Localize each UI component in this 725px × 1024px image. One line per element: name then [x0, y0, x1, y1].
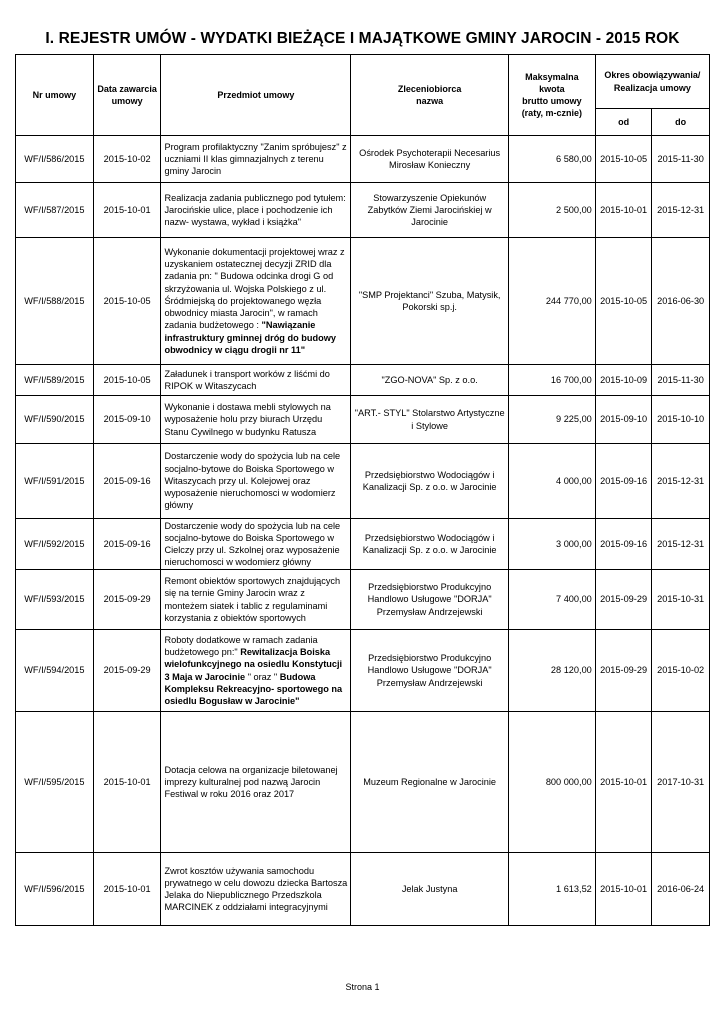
przedmiot-text: " oraz " [245, 671, 280, 682]
cell-nr: WF/I/589/2015 [16, 365, 94, 396]
cell-od: 2015-10-09 [595, 365, 652, 396]
cell-od: 2015-10-01 [595, 712, 652, 853]
cell-zleceniobiorca: Jelak Justyna [351, 853, 509, 926]
table-row [16, 183, 710, 238]
cell-data: 2015-09-29 [93, 570, 161, 630]
header-nr-umowy: Nr umowy [16, 55, 94, 136]
table-row [16, 712, 710, 853]
cell-nr: WF/I/590/2015 [16, 396, 94, 444]
header-do: do [652, 109, 710, 136]
przedmiot-text: Wykonanie dokumentacji projektowej wraz z uzyskaniem ostatecznej decyzji ZRID dla zadania pn: " Budowa odcinka drogi G od skrzyżowania ul. Wojska Polskiego z ul. Śródmiejską do projektowanego węzła obwodnicy miasta Jarocin", w ramach zadania budżetowego : [164, 247, 345, 331]
cell-nr: WF/I/588/2015 [16, 238, 94, 365]
table-row [16, 365, 710, 396]
table-row [16, 853, 710, 926]
cell-kwota: 1 613,52 [508, 853, 595, 926]
cell-kwota: 9 225,00 [508, 396, 595, 444]
cell-od: 2015-10-01 [595, 183, 652, 238]
cell-data: 2015-10-01 [93, 853, 161, 926]
cell-przedmiot: Remont obiektów sportowych znajdujących się na ternie Gminy Jarocin wraz z monteżem siatek i tablic z regulaminami korzystania z obiektów sportowych [161, 570, 351, 630]
cell-zleceniobiorca: Stowarzyszenie Opiekunów Zabytków Ziemi Jarocińskiej w Jarocinie [351, 183, 509, 238]
cell-data: 2015-10-05 [93, 365, 161, 396]
cell-przedmiot: Wykonanie i dostawa mebli stylowych na wyposażenie holu przy biurach Urzędu Stanu Cywilnego w budynku Ratusza [161, 396, 351, 444]
cell-kwota: 4 000,00 [508, 444, 595, 519]
cell-przedmiot: Zwrot kosztów używania samochodu prywatnego w celu dowozu dziecka Bartosza Jelaka do Niepublicznego Przedszkola MARCINEK z oddziałami integracyjnymi [161, 853, 351, 926]
cell-nr: WF/I/587/2015 [16, 183, 94, 238]
cell-data: 2015-10-01 [93, 712, 161, 853]
cell-kwota: 6 580,00 [508, 136, 595, 183]
cell-nr: WF/I/592/2015 [16, 519, 94, 570]
table-row [16, 396, 710, 444]
cell-przedmiot: Dostarczenie wody do spożycia lub na cele socjalno-bytowe do Boiska Sportowego w Witaszycach przy ul. Kolejowej oraz wyposażenie nieruchomosci w wodomierz główny [161, 444, 351, 519]
header-okres [595, 55, 709, 109]
header-data-zawarcia: Data zawarcia umowy [93, 55, 161, 136]
header-okres-l1: Okres obowiązywania/ [604, 70, 701, 81]
cell-od: 2015-10-05 [595, 136, 652, 183]
header-okres-l2: Realizacja umowy [613, 82, 691, 93]
cell-do: 2016-06-24 [652, 853, 710, 926]
cell-przedmiot [161, 238, 351, 365]
cell-do: 2015-10-31 [652, 570, 710, 630]
cell-nr: WF/I/595/2015 [16, 712, 94, 853]
cell-zleceniobiorca: "ART.- STYL" Stolarstwo Artystyczne i Stylowe [351, 396, 509, 444]
header-kwota-l3: (raty, m-cznie) [521, 108, 583, 119]
cell-kwota: 28 120,00 [508, 630, 595, 712]
table-row [16, 519, 710, 570]
cell-do: 2017-10-31 [652, 712, 710, 853]
cell-data: 2015-09-16 [93, 519, 161, 570]
cell-zleceniobiorca: Przedsiębiorstwo Produkcyjno Handlowo Usługowe "DORJA" Przemysław Andrzejewski [351, 630, 509, 712]
cell-do: 2016-06-30 [652, 238, 710, 365]
header-zleceniobiorca-label: Zleceniobiorca [397, 83, 462, 94]
cell-przedmiot: Realizacja zadania publicznego pod tytułem: Jarocińskie ulice, place i pochodzenie ich nazw- wystawa, wykład i książka" [161, 183, 351, 238]
cell-do: 2015-11-30 [652, 136, 710, 183]
cell-data: 2015-09-10 [93, 396, 161, 444]
przedmiot-text: Roboty dodatkowe w ramach zadania budżetowego pn:" [164, 634, 318, 658]
page-number: Strona 1 [345, 982, 380, 992]
header-od: od [595, 109, 652, 136]
header-kwota [508, 55, 595, 136]
cell-do: 2015-10-02 [652, 630, 710, 712]
przedmiot-bold-text: Budowa Kompleksu Rekreacyjno- sportowego na osiedlu Bogusław w Jarocinie" [164, 671, 343, 706]
cell-data: 2015-10-05 [93, 238, 161, 365]
cell-do: 2015-11-30 [652, 365, 710, 396]
document-title: I. REJESTR UMÓW - WYDATKI BIEŻĄCE I MAJĄTKOWE GMINY JAROCIN - 2015 ROK [45, 30, 680, 47]
table-row [16, 630, 710, 712]
cell-od: 2015-09-29 [595, 630, 652, 712]
table-row [16, 444, 710, 519]
cell-przedmiot [161, 630, 351, 712]
cell-od: 2015-10-05 [595, 238, 652, 365]
cell-kwota: 800 000,00 [508, 712, 595, 853]
cell-od: 2015-10-01 [595, 853, 652, 926]
cell-kwota: 244 770,00 [508, 238, 595, 365]
cell-kwota: 3 000,00 [508, 519, 595, 570]
header-przedmiot: Przedmiot umowy [161, 55, 351, 136]
przedmiot-bold-text: "Nawiązanie infrastruktury gminnej dróg do budowy obwodnicy w ciągu drogii nr 11" [164, 320, 336, 355]
header-kwota-l2: brutto umowy [522, 96, 582, 106]
cell-przedmiot: Dostarczenie wody do spożycia lub na cele socjalno-bytowe do Boiska Sportowego w Cielczy przy ul. Szkolnej oraz wyposażenie nieruchomosci w wodomierz główny [161, 519, 351, 570]
header-row [16, 55, 710, 109]
cell-przedmiot: Dotacja celowa na organizacje biletowanej imprezy kulturalnej pod nazwą Jarocin Festiwal w roku 2016 oraz 2017 [161, 712, 351, 853]
cell-przedmiot: Program profilaktyczny "Zanim spróbujesz" z uczniami II klas gimnazjalnych z terenu gminy Jarocin [161, 136, 351, 183]
cell-nr: WF/I/591/2015 [16, 444, 94, 519]
cell-data: 2015-09-29 [93, 630, 161, 712]
cell-kwota: 2 500,00 [508, 183, 595, 238]
cell-zleceniobiorca: "SMP Projektanci" Szuba, Matysik, Pokorski sp.j. [351, 238, 509, 365]
cell-zleceniobiorca: Muzeum Regionalne w Jarocinie [351, 712, 509, 853]
cell-do: 2015-12-31 [652, 183, 710, 238]
cell-zleceniobiorca: Przedsiębiorstwo Produkcyjno Handlowo Usługowe "DORJA" Przemysław Andrzejewski [351, 570, 509, 630]
table-row [16, 238, 710, 365]
table-row [16, 570, 710, 630]
cell-od: 2015-09-29 [595, 570, 652, 630]
cell-od: 2015-09-10 [595, 396, 652, 444]
cell-do: 2015-12-31 [652, 519, 710, 570]
header-zleceniobiorca-sub: nazwa [416, 96, 444, 106]
cell-do: 2015-10-10 [652, 396, 710, 444]
cell-data: 2015-10-02 [93, 136, 161, 183]
cell-nr: WF/I/593/2015 [16, 570, 94, 630]
cell-od: 2015-09-16 [595, 519, 652, 570]
cell-nr: WF/I/586/2015 [16, 136, 94, 183]
cell-nr: WF/I/594/2015 [16, 630, 94, 712]
cell-zleceniobiorca: Ośrodek Psychoterapii Necesarius Mirosław Konieczny [351, 136, 509, 183]
cell-data: 2015-10-01 [93, 183, 161, 238]
header-zleceniobiorca [351, 55, 509, 136]
cell-nr: WF/I/596/2015 [16, 853, 94, 926]
cell-data: 2015-09-16 [93, 444, 161, 519]
przedmiot-bold-text: Rewitalizacja Boiska wielofunkcyjnego na osiedlu Konstytucji 3 Maja w Jarocinie [164, 647, 343, 682]
contracts-register-table [15, 54, 710, 926]
table-row [16, 136, 710, 183]
cell-kwota: 7 400,00 [508, 570, 595, 630]
cell-do: 2015-12-31 [652, 444, 710, 519]
header-kwota-l1: Maksymalna kwota [525, 71, 579, 94]
cell-zleceniobiorca: Przedsiębiorstwo Wodociągów i Kanalizacji Sp. z o.o. w Jarocinie [351, 519, 509, 570]
cell-przedmiot: Załadunek i transport worków z liśćmi do RIPOK w Witaszycach [161, 365, 351, 396]
cell-zleceniobiorca: Przedsiębiorstwo Wodociągów i Kanalizacji Sp. z o.o. w Jarocinie [351, 444, 509, 519]
cell-od: 2015-09-16 [595, 444, 652, 519]
cell-kwota: 16 700,00 [508, 365, 595, 396]
cell-zleceniobiorca: "ZGO-NOVA" Sp. z o.o. [351, 365, 509, 396]
